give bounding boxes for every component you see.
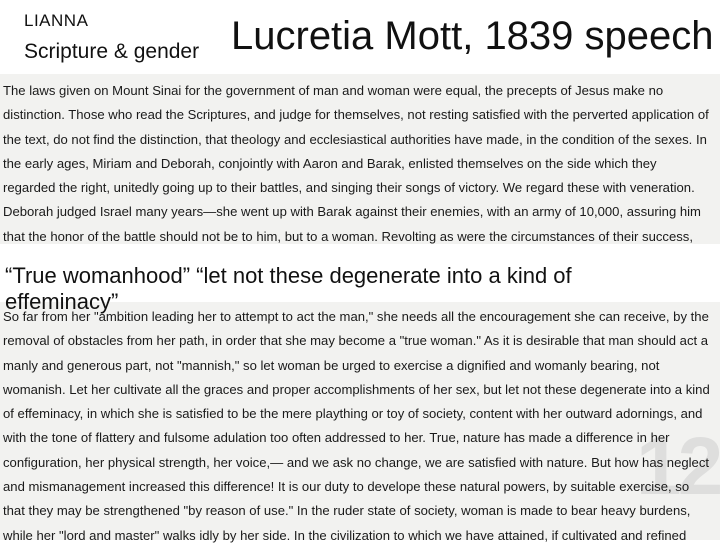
excerpt-line: removal of obstacles from her path, in order that she may become a "true woman." As it is desirable that man should act a	[3, 333, 709, 349]
excerpt-line: configuration, her physical strength, her voice,— and we ask no change, we are satisfied with nature. But how has neglect	[3, 454, 710, 470]
excerpt-line: that the honor of the battle should not be to him, but to a woman. Revolting as were the circumstances of their success,	[3, 228, 693, 244]
excerpt-line: with the tone of flattery and fulsome adulation too often addressed to her. True, nature has made a difference in her	[3, 430, 670, 446]
page-number: 12	[636, 421, 720, 512]
slide-header	[0, 0, 720, 74]
slide-subtitle: Scripture & gender	[24, 40, 200, 63]
slide-title: Lucretia Mott, 1839 speech	[231, 14, 714, 58]
brand-label: LIANNA	[24, 11, 89, 30]
excerpt-line: So far from her "ambition leading her to attempt to act the man," she needs all the encouragement she can receive, by the	[3, 309, 709, 324]
excerpt-line: regarded the right, unitedly going up to their battles, and singing their songs of victory. We regard these with veneration.	[3, 180, 695, 196]
excerpt-line: The laws given on Mount Sinai for the government of man and woman were equal, the precepts of Jesus make no	[3, 83, 664, 98]
bottom-speech-excerpt	[0, 302, 720, 543]
excerpt-line: of effeminacy, in which she is satisfied to be the mere plaything or toy of society, content with her outward adornings, and	[3, 406, 703, 422]
top-speech-excerpt	[0, 74, 720, 244]
excerpt-line: and mismanagement increased this difference! It is our duty to develope these natural powers, by suitable exercise, so	[3, 479, 690, 495]
excerpt-line: manly and generous part, not "mannish," so let woman be urged to exercise a dignified and womanly bearing, not	[3, 357, 660, 373]
highlight-quote: “True womanhood” “let not these degenerate into a kind of effeminacy”	[5, 263, 572, 314]
excerpt-line: while her "lord and master" walks idly by her side. In the civilization to which we have attained, if cultivated and refined	[3, 527, 687, 543]
excerpt-line: Deborah judged Israel many years—she went up with Barak against their enemies, with an army of 10,000, assuring him	[3, 204, 701, 220]
excerpt-line: distinction. Those who read the Scriptures, and judge for themselves, not resting satisfied with the perverted application of	[3, 107, 709, 123]
excerpt-line: the text, do not find the distinction, that theology and ecclesiastical authorities have made, in the condition of the sexes. In	[3, 131, 707, 147]
excerpt-line: the early ages, Miriam and Deborah, conjointly with Aaron and Barak, enlisted themselves on the side which they	[3, 155, 657, 171]
excerpt-line: that they may be strengthened "by reason of use." In the ruder state of society, woman is made to bear heavy burdens,	[3, 503, 691, 519]
excerpt-line: womanish. Let her cultivate all the graces and proper accomplishments of her sex, but let not these degenerate into a kind	[3, 381, 710, 397]
